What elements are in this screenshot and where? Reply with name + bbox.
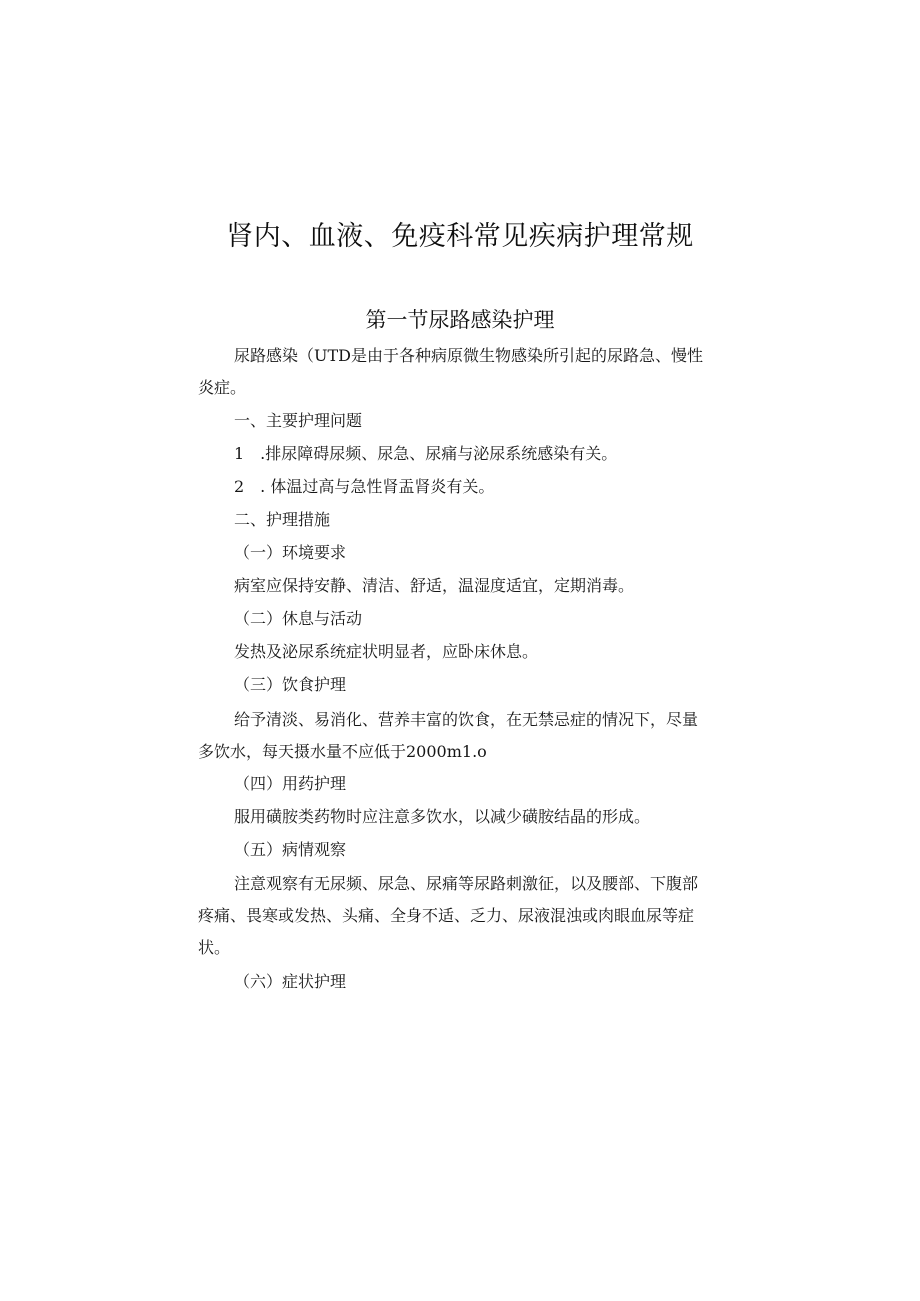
diet-text-line-1: 给予清淡、易消化、营养丰富的饮食，在无禁忌症的情况下，尽量 [234,710,699,729]
rest-activity-text: 发热及泌尿系统症状明显者，应卧床休息。 [234,642,539,661]
observation-text-line-3: 状。 [198,938,231,957]
heading-nursing-measures: 二、护理措施 [234,510,331,529]
subheading-environment: （一）环境要求 [234,543,347,562]
intro-line-2: 炎症。 [198,378,247,397]
subheading-symptom-care: （六）症状护理 [234,972,347,991]
document-title: 肾内、血液、免疫科常见疾病护理常规 [226,221,694,252]
problem-item-1: 1 .排尿障碍尿频、尿急、尿痛与泌尿系统感染有关。 [234,444,618,463]
environment-text: 病室应保持安静、清洁、舒适，温湿度适宜，定期消毒。 [234,576,635,595]
heading-main-problems: 一、主要护理问题 [234,411,363,430]
observation-text-line-1: 注意观察有无尿频、尿急、尿痛等尿路刺激征，以及腰部、下腹部 [234,874,699,893]
medication-text: 服用磺胺类药物时应注意多饮水，以减少磺胺结晶的形成。 [234,807,651,826]
diet-text-line-2: 多饮水，每天摄水量不应低于2000m1.o [198,742,487,761]
section-title: 第一节尿路感染护理 [365,308,555,332]
subheading-diet: （三）饮食护理 [234,675,347,694]
subheading-rest-activity: （二）休息与活动 [234,609,363,628]
subheading-observation: （五）病情观察 [234,840,347,859]
problem-item-2: 2 . 体温过高与急性肾盂肾炎有关。 [234,477,495,496]
intro-line-1: 尿路感染（UTD是由于各种病原微生物感染所引起的尿路急、慢性 [234,346,703,365]
observation-text-line-2: 疼痛、畏寒或发热、头痛、全身不适、乏力、尿液混浊或肉眼血尿等症 [198,906,695,925]
subheading-medication: （四）用药护理 [234,774,347,793]
